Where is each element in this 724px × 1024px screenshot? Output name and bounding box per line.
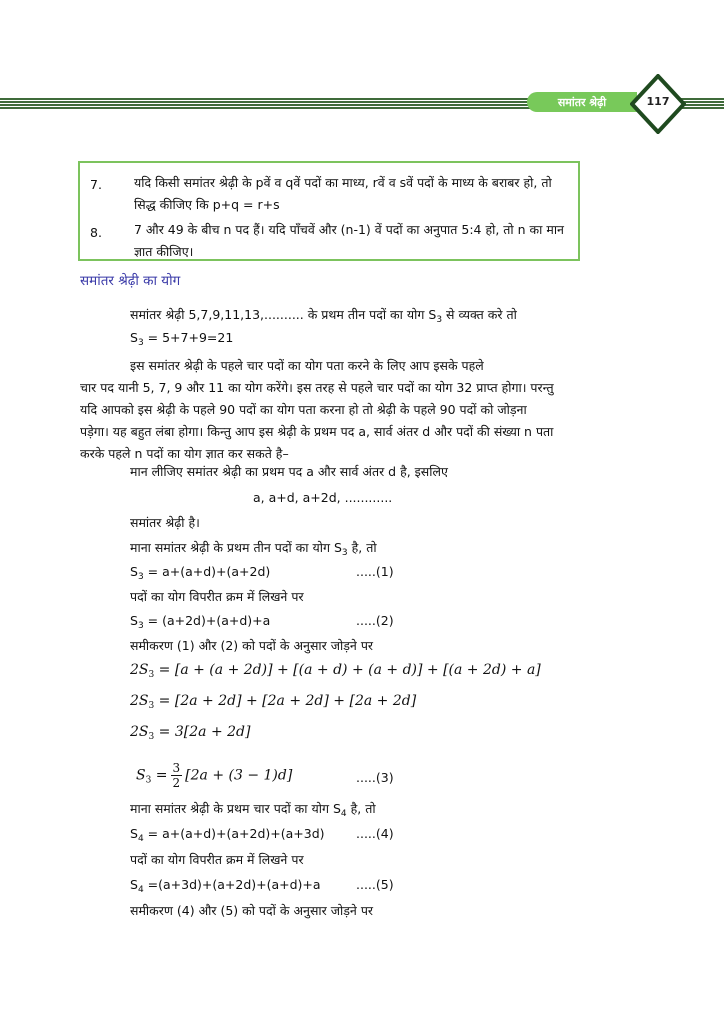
assume-three-terms	[130, 539, 377, 558]
subscript: 3	[148, 670, 155, 680]
chapter-badge	[527, 92, 637, 112]
subscript: 3	[148, 732, 155, 742]
chapter-title: समांतर श्रेढ़ी	[557, 95, 607, 109]
math-rhs: [2a + (3 − 1)d]	[185, 767, 293, 784]
paragraph-first-line: इस समांतर श्रेढ़ी के पहले चार पदों का योग पता करने के लिए आप इसके पहले	[130, 358, 484, 373]
subscript: 3	[137, 572, 144, 582]
equation-lhs: S	[130, 877, 138, 892]
equation-rhs: = 5+7+9=21	[143, 330, 234, 345]
equation-lhs: S	[130, 330, 138, 345]
intro-text-end: से व्यक्त करे तो	[442, 307, 517, 322]
subscript: 3	[137, 621, 144, 631]
is-ap-statement: समांतर श्रेढ़ी है।	[130, 515, 200, 530]
math-rhs: = [a + (a + 2d)] + [(a + d) + (a + d)] + [(a + 2d) + a]	[154, 662, 541, 678]
equation-rhs: =(a+3d)+(a+2d)+(a+d)+a	[143, 877, 321, 892]
assume-text-end: है, तो	[347, 540, 377, 555]
math-lhs: 2S	[130, 724, 149, 740]
equation-tag-1: .....(1)	[356, 564, 394, 579]
page-number: 117	[646, 95, 670, 108]
intro-line	[130, 306, 517, 325]
equation-rhs: = a+(a+d)+(a+2d)	[143, 564, 271, 579]
equation-lhs: S	[130, 564, 138, 579]
equation-5	[130, 877, 321, 895]
equation-lhs: S	[130, 826, 138, 841]
subscript: 3	[137, 338, 144, 348]
equation-tag-4: .....(4)	[356, 826, 394, 841]
exercise-number: 7.	[90, 177, 102, 192]
exercise-number: 8.	[90, 225, 102, 240]
equation-rhs: = (a+2d)+(a+d)+a	[143, 613, 271, 628]
subscript: 4	[137, 885, 144, 895]
intro-text: समांतर श्रेढ़ी 5,7,9,11,13,.......... के प्रथम तीन पदों का योग S	[130, 307, 437, 322]
fraction	[171, 761, 183, 790]
math-line-3	[130, 724, 250, 742]
equation-tag-3: .....(3)	[356, 770, 394, 785]
exercise-box	[78, 161, 580, 261]
equation-rhs: = a+(a+d)+(a+2d)+(a+3d)	[143, 826, 325, 841]
let-statement: मान लीजिए समांतर श्रेढ़ी का प्रथम पद a और सार्व अंतर d है, इसलिए	[130, 464, 448, 479]
fraction-denominator: 2	[172, 776, 181, 790]
add-equations-text: समीकरण (4) और (5) को पदों के अनुसार जोड़ने पर	[130, 903, 374, 918]
exercise-text: 7 और 49 के बीच n पद हैं। यदि पाँचवें और (n-1) वें पदों का अनुपात 5:4 हो, तो n का मान ज्ञात कीजिए।	[134, 222, 564, 259]
math-line-2	[130, 693, 416, 711]
equation-2	[130, 613, 270, 631]
math-lhs: 2S	[130, 662, 149, 678]
math-line-1	[130, 662, 541, 680]
explanation-paragraph	[80, 355, 558, 465]
sequence: a, a+d, a+2d, ............	[253, 490, 393, 505]
assume-four-terms	[130, 800, 376, 819]
math-line-4	[136, 761, 292, 790]
subscript: 4	[340, 809, 347, 819]
math-rhs: = 3[2a + 2d]	[154, 724, 251, 740]
equation-lhs: S	[130, 613, 138, 628]
math-lhs: S	[136, 767, 146, 784]
fraction-numerator: 3	[172, 761, 181, 775]
reverse-order-text: पदों का योग विपरीत क्रम में लिखने पर	[130, 589, 304, 604]
subscript: 3	[436, 315, 443, 325]
equation-4	[130, 826, 325, 844]
math-rhs: = [2a + 2d] + [2a + 2d] + [2a + 2d]	[154, 693, 417, 709]
s3-equation	[130, 330, 233, 348]
section-heading: समांतर श्रेढ़ी का योग	[80, 273, 181, 289]
reverse-order-text: पदों का योग विपरीत क्रम में लिखने पर	[130, 852, 304, 867]
paragraph-rest: चार पद यानी 5, 7, 9 और 11 का योग करेंगे। इस तरह से पहले चार पदों का योग 32 प्राप्त होगा। परन्तु यदि आपको इस श्रेढ़ी के पहले 90 पदों का योग पता करना हो तो श्रेढ़ी के पहले 90 पदों को जोड़ना पड़ेगा। यह बहुत लंबा होगा। किन्तु आप इस श्रेढ़ी के प्रथम पद a, सार्व अंतर d और पदों की संख्या n पता करके पहले n पदों का योग ज्ञात कर सकते है–	[80, 380, 554, 461]
subscript: 4	[137, 834, 144, 844]
exercise-text: यदि किसी समांतर श्रेढ़ी के pवें व qवें पदों का माध्य, rवें व sवें पदों के माध्य के बराबर हो, तो सिद्ध कीजिए कि p+q = r+s	[134, 175, 552, 212]
subscript: 3	[145, 775, 152, 786]
equation-tag-5: .....(5)	[356, 877, 394, 892]
add-equations-text: समीकरण (1) और (2) को पदों के अनुसार जोड़ने पर	[130, 638, 374, 653]
equation-tag-2: .....(2)	[356, 613, 394, 628]
subscript: 3	[148, 701, 155, 711]
assume-text-end: है, तो	[346, 801, 376, 816]
equals-sign: =	[151, 767, 168, 784]
subscript: 3	[341, 548, 348, 558]
math-lhs: 2S	[130, 693, 149, 709]
equation-1	[130, 564, 270, 582]
assume-text: माना समांतर श्रेढ़ी के प्रथम चार पदों का योग S	[130, 801, 341, 816]
assume-text: माना समांतर श्रेढ़ी के प्रथम तीन पदों का योग S	[130, 540, 342, 555]
